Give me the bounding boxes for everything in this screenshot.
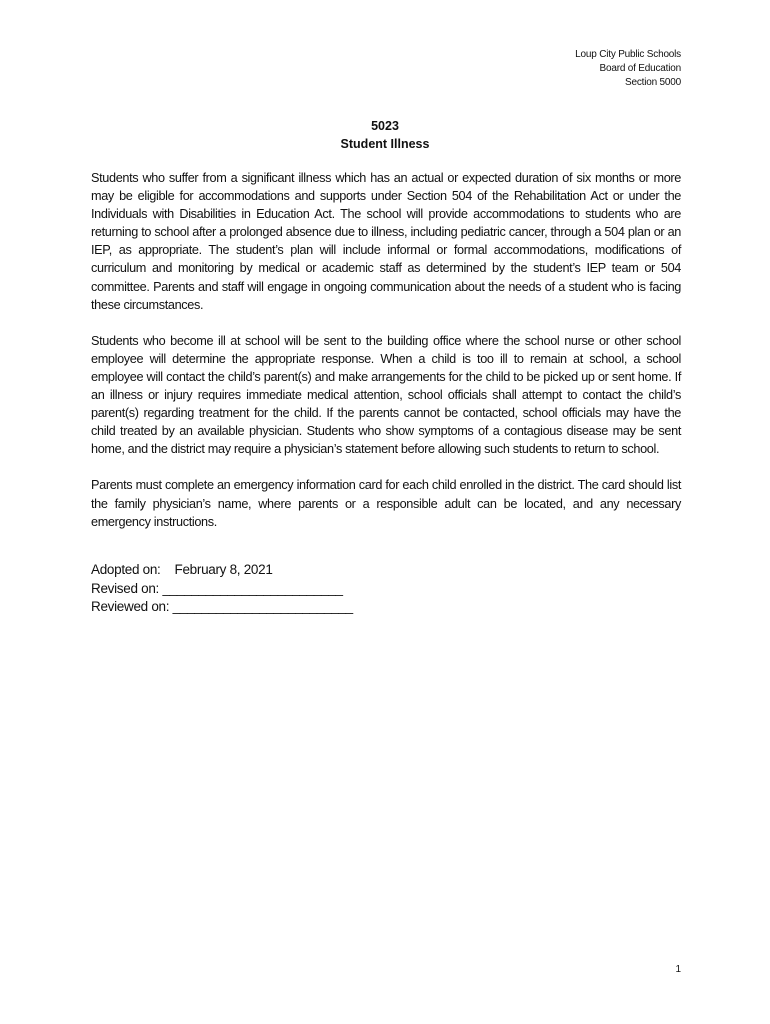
revised-blank: _________________________	[162, 580, 343, 596]
reviewed-blank: _________________________	[172, 599, 353, 614]
policy-title-block	[0, 117, 770, 153]
header-board: Board of Education	[599, 63, 681, 74]
paragraph-accommodations: Students who suffer from a significant illness which has an actual or expected duration of six months or more may be eligible for accommodations and supports under Section 504 of the Rehabilitation Act or under the Individuals with Disabilities in Education Act. The school will provide accommodations to students who are returning to school after a prolonged absence due to illness, including pediatric cancer, through a 504 plan or an IEP, as appropriate. The student’s plan will include informal or formal accommodations, modifications of curriculum and monitoring by medical or academic staff as determined by the student’s IEP team or 504 committee. Parents and staff will engage in ongoing communication about the needs of a student who is facing these circumstances.	[91, 171, 681, 312]
revised-row	[91, 580, 353, 599]
document-header	[575, 48, 681, 90]
revised-label: Revised on:	[91, 580, 159, 596]
adopted-label: Adopted on:	[91, 562, 161, 577]
adopted-date: February 8, 2021	[174, 562, 273, 577]
policy-title: Student Illness	[340, 137, 430, 151]
policy-number: 5023	[371, 119, 399, 133]
reviewed-label: Reviewed on:	[91, 599, 170, 614]
adoption-info	[91, 561, 353, 617]
paragraph-illness-at-school: Students who become ill at school will be sent to the building office where the school nurse or other school employee will determine the appropriate response. When a child is too ill to remain at school, a school employee will contact the child’s parent(s) and make arrangements for the child to be picked up or sent home. If an illness or injury requires immediate medical attention, school officials shall attempt to contact the child’s parent(s) regarding treatment for the child. If the parents cannot be contacted, school officials may have the child treated by an available physician. Students who show symptoms of a contagious disease may be sent home, and the district may require a physician’s statement before allowing such students to return to school.	[91, 333, 681, 457]
policy-body	[91, 169, 681, 549]
adopted-row	[91, 561, 353, 580]
header-district: Loup City Public Schools	[575, 49, 681, 60]
paragraph-emergency-card: Parents must complete an emergency information card for each child enrolled in the district. The card should list the family physician’s name, where parents or a responsible adult can be located, and any necessary emergency instructions.	[91, 478, 681, 529]
header-section: Section 5000	[625, 77, 681, 88]
page-number: 1	[675, 964, 681, 975]
reviewed-row	[91, 598, 353, 617]
